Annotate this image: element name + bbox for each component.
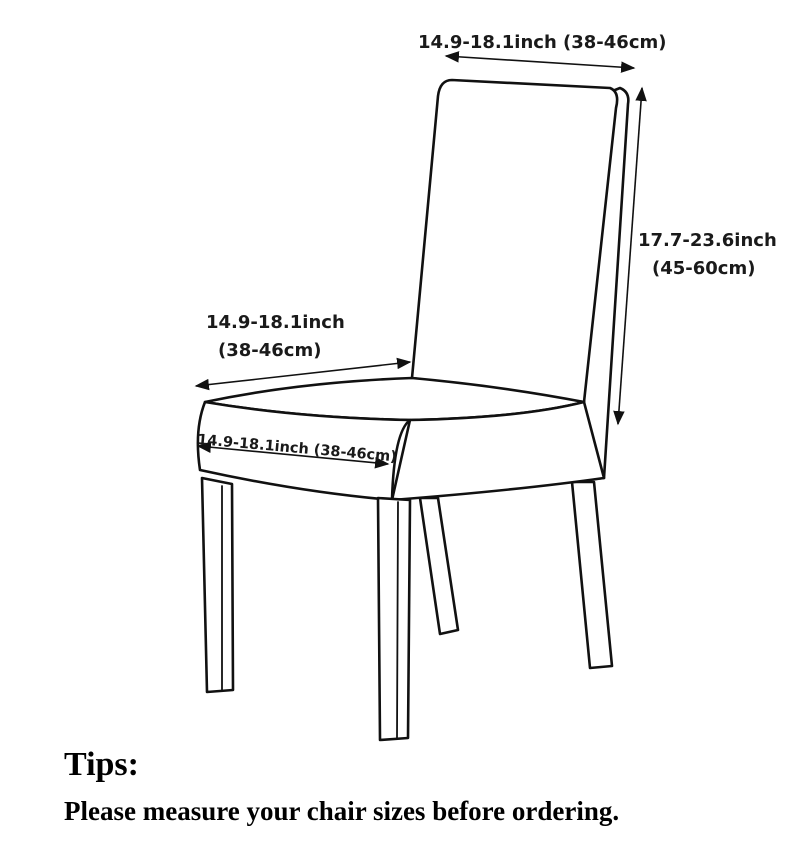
seat-depth-label-line1: 14.9-18.1inch (206, 312, 345, 333)
front-left-leg (202, 478, 233, 692)
tips-text: Please measure your chair sizes before ordering. (64, 796, 620, 826)
back-left-leg (420, 498, 458, 634)
backrest-height-label-line2: (45-60cm) (652, 258, 756, 279)
tips-title: Tips: (64, 746, 139, 783)
front-right-leg (378, 498, 410, 740)
seat-depth-label-line2: (38-46cm) (218, 340, 322, 361)
backrest-width-label: 14.9-18.1inch (38-46cm) (418, 32, 667, 53)
backrest-height-label-line1: 17.7-23.6inch (638, 230, 777, 251)
back-right-leg (572, 482, 612, 668)
backrest-front (412, 80, 617, 402)
backrest-width-arrow (446, 56, 634, 68)
seat-front-width-label: 14.9-18.1inch (38-46cm) (196, 432, 398, 466)
front-right-leg-edge (397, 502, 398, 738)
